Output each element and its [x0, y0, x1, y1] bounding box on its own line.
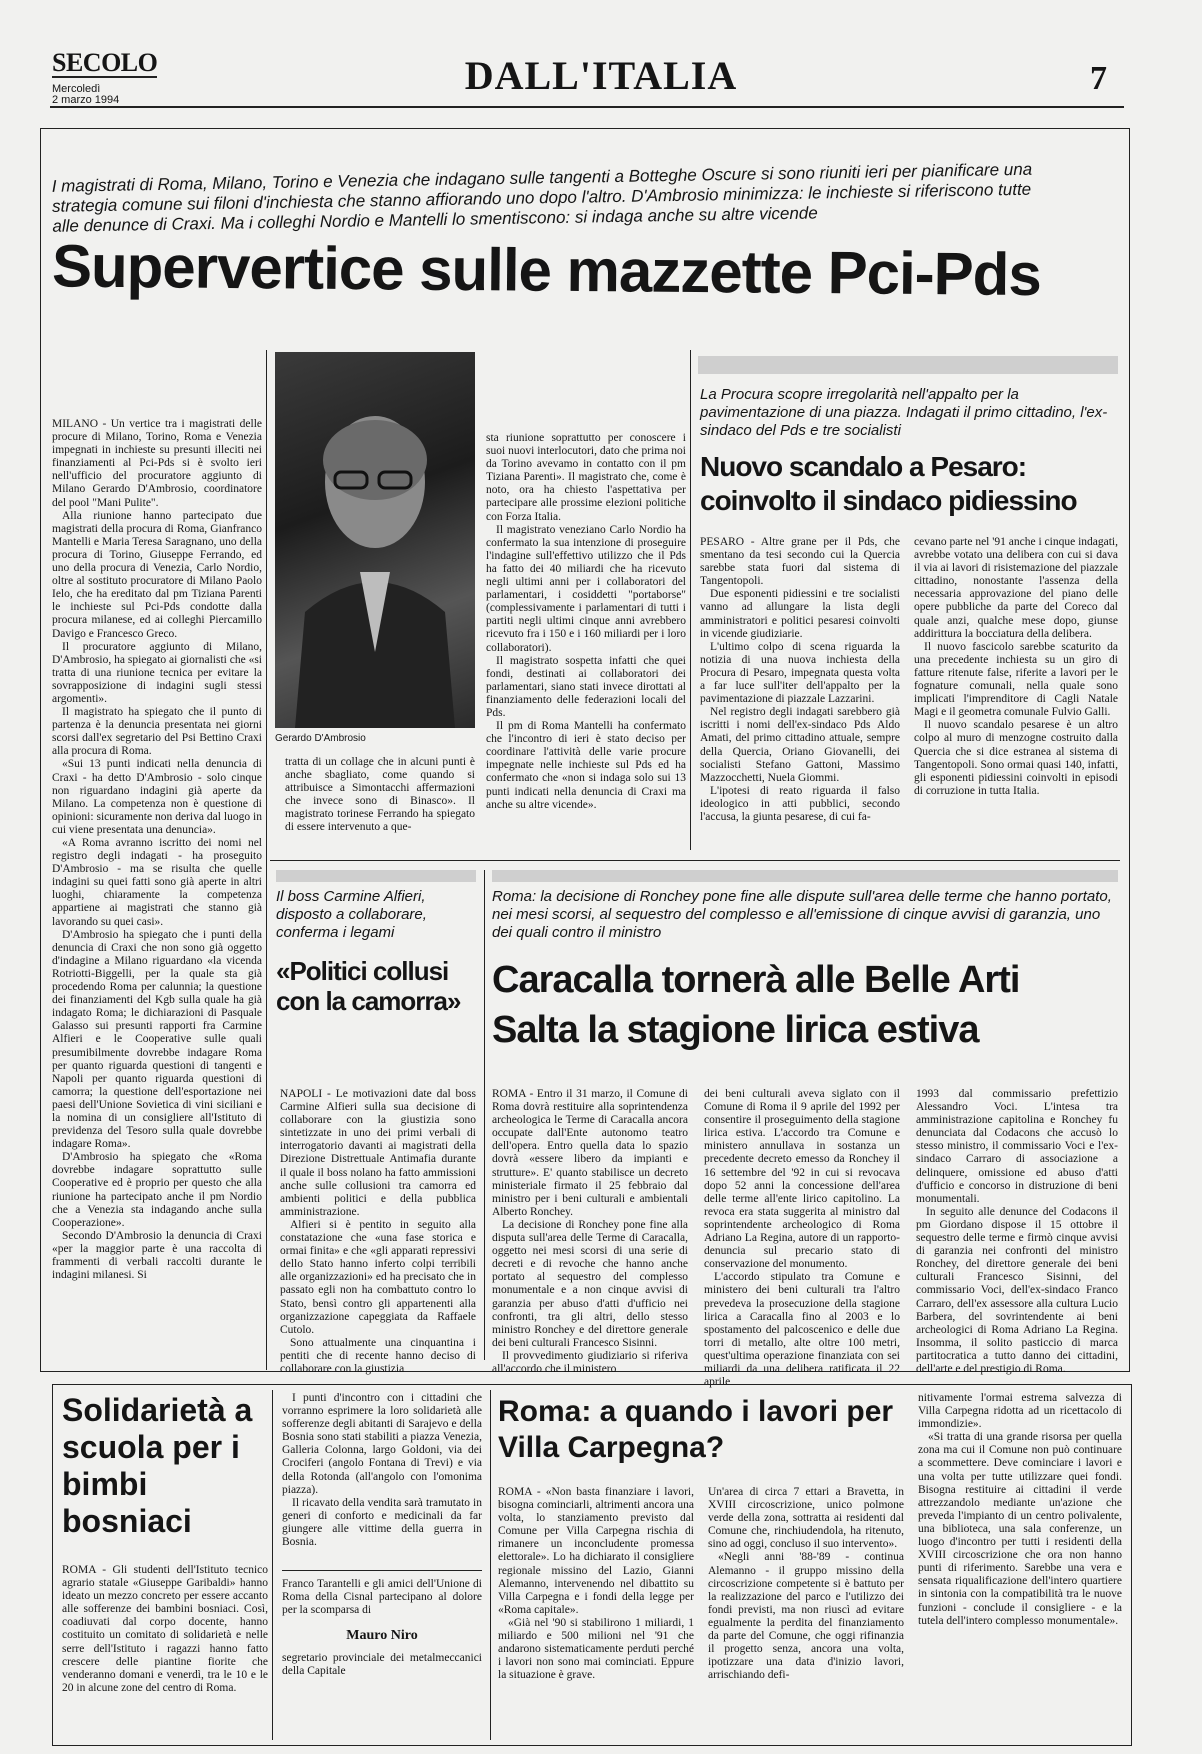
lead-column-3 [486, 432, 686, 840]
photo-caption: Gerardo D'Ambrosio [275, 733, 366, 744]
solidarieta-column-1 [62, 1564, 268, 1740]
paragraph: sta riunione soprattutto per conoscere i suoi nuovi interlocutori, dato che prima noi da Torino avevamo in contatto con il pm Tiziana Parenti». Il magistrato che, come è noto, ora ha chiesto l'aspettativa per partecipare alle prossime elezioni politiche con Forza Italia. [486, 432, 686, 523]
paragraph: «A Roma avranno iscritto dei nomi nel registro degli indagati - ha proseguito D'Ambrosio - ma se risulta che quelle indagini su quei fatti sono già aperte in altri luoghi, chiaramente la competenza appartiene ai magistrati che stanno già lavorando su quei casi». [52, 837, 262, 928]
column-rule [690, 350, 691, 850]
paragraph: «Si tratta di una grande risorsa per quella zona ma cui il Comune non può continuare a scommettere. Deve cominciare i lavori e una volta per tutte utilizzare quei fondi. Bisogna restituire ai cittadini il verde attrezzandolo mediante un'azione che preveda l'impianto di un centro polivalente, una biblioteca, una sala conferenze, un luogo d'incontro per tutti i residenti della XVIII circoscrizione che ora non hanno punti di riferimento. Sarebbe una vera e sensata riqualificazione dell'intero quartiere in sintonia con la compatibilità tra le nuove funzioni - conclude il consigliere - e la tutela dell'intero complesso monumentale». [918, 1431, 1122, 1627]
carpegna-headline: Roma: a quando i lavori per Villa Carpegna? [498, 1395, 894, 1464]
section-rule [270, 860, 1120, 861]
paragraph: La decisione di Ronchey pone fine alla disputa sull'area delle Terme di Caracalla, oggetto nei mesi scorsi di una serie di decreti e di revoche che hanno anche portato al sequestro del complesso monumentale e a non cinque avvisi di garanzia per abuso d'atti d'ufficio nei confronti, tra gli altri, dello stesso ministro Ronchey e del direttore generale dei beni culturali Francesco Sisinni. [492, 1218, 688, 1349]
column-rule [490, 1390, 491, 1740]
alfieri-column [280, 1088, 476, 1375]
paragraph: «Negli anni '88-'89 - continua Alemanno - il gruppo missino della circoscrizione competente si è battuto per la realizzazione del parco e l'utilizzo dei fondi previsti, ma non riuscì ad evitare egualmente la perdita del finanziamento da parte del Comune, che oggi rifinanzia il progetto senza, ancora una volta, ipotizzare una data d'inizio lavori, arrischiando defi- [708, 1551, 904, 1682]
section-title: DALL'ITALIA [464, 53, 738, 98]
column-rule [266, 350, 267, 1370]
column-rule [484, 870, 485, 1360]
lead-column-1 [52, 418, 262, 1374]
death-notice-role-text: segretario provinciale dei metalmeccanici della Capitale [282, 1652, 482, 1678]
paragraph: «Già nel '90 si stabilirono 1 miliardi, 1 miliardo e 500 milioni nel '91 che andarono sistematicamente perduti perché i lavori non sono mai cominciati. Eppure la situazione è grave. [498, 1616, 694, 1682]
paragraph: D'Ambrosio ha spiegato che «Roma dovrebbe indagare soprattutto sulle Cooperative ed è proprio per questo che alla riunione ha partecipato anche il pm Nordio che a Venezia sta indagando anche sulla Cooperazione». [52, 1151, 262, 1229]
masthead-weekday: Mercoledì [52, 83, 101, 95]
column-rule [272, 1390, 273, 1740]
masthead-rule [50, 106, 1124, 108]
caracalla-column-2 [704, 1088, 900, 1389]
caracalla-headline-1: Caracalla tornerà alle Belle Arti [492, 959, 1020, 1001]
paragraph: Alfieri si è pentito in seguito alla constatazione che «una fase storica e ormai finita» e che «gli apparati repressivi dello Stato hanno inferto colpi terribili alle organizzazioni» ed ha precisato che in passato egli non ha combattuto contro lo Stato, bensì contro gli appartenenti alla organizzazione capeggiata da Raffaele Cutolo. [280, 1218, 476, 1336]
paragraph: 1993 dal commissario prefettizio Alessandro Voci. L'intesa tra amministrazione capitolina e Ronchey fu denunciata dal Codacons che accusò lo stesso ministro, il commissario Voci e l'ex-sindaco Carraro di associazione a delinquere, omissione ed abuso d'atti d'ufficio e concorso in distruzione di beni monumentali. [916, 1088, 1118, 1205]
paragraph: «Sui 13 punti indicati nella denuncia di Craxi - ha detto D'Ambrosio - solo cinque non riguardano indagini già aperte da Milano. La competenza non è questione di opinioni: sicuramente non deriva dal luogo in cui viene presentata una denuncia». [52, 758, 262, 836]
paragraph: cevano parte nel '91 anche i cinque indagati, avrebbe votato una delibera con cui si dava il via ai lavori di risistemazione del piazzale cittadino, nonostante l'assenza della necessaria approvazione del piano delle opere pubbliche da parte del Coreco dal quale anzi, qualche mese dopo, giunse addirittura la bocciatura della delibera. [914, 536, 1118, 640]
paragraph: L'ipotesi di reato riguarda il falso ideologico in atti pubblici, secondo l'accusa, la giunta pesarese, di cui fa- [700, 784, 900, 823]
paragraph: In seguito alle denunce del Codacons il pm Giordano dispose il 15 ottobre il sequestro delle terme e firmò cinque avvisi di garanzia nei confronti del ministro Ronchey, del direttore generale dei beni culturali Francesco Sisinni, del commissario Voci, dell'ex-sindaco Franco Carraro, dell'ex assessore alla cultura Lucio Barbera, del sovrintendente ai beni archeologici di Roma Adriano La Regina. Insomma, il solito pasticcio di marca partitocratica a tutto danno dei cittadini, dell'arte e del prestigio di Roma. [916, 1205, 1118, 1375]
lead-headline: Supervertice sulle mazzette Pci-Pds [51, 232, 1042, 309]
pesaro-column-1 [700, 536, 900, 838]
paragraph: L'ultimo colpo di scena riguarda la notizia di una nuova inchiesta della Procura di Pesaro, impegnata questa volta a far luce sull'iter dell'appalto per la pavimentazione di piazzale Lazzarini. [700, 640, 900, 706]
pesaro-headline: Nuovo scandalo a Pesaro: coinvolto il sindaco pidiessino [700, 451, 1077, 516]
death-notice-text: Franco Tarantelli e gli amici dell'Unione di Roma della Cisnal partecipano al dolore per la scomparsa di [282, 1578, 482, 1617]
carpegna-column-3 [918, 1392, 1122, 1740]
paragraph: nitivamente l'ormai estrema salvezza di Villa Carpegna ridotta ad un ricettacolo di immondizie». [918, 1392, 1122, 1431]
caracalla-kicker: Roma: la decisione di Ronchey pone fine alle dispute sull'area delle terme che hanno portato, nei mesi scorsi, al sequestro del complesso e all'emissione di cinque avvisi di garanzia, uno dei quali contro il ministro [492, 888, 1112, 941]
paragraph: tratta di un collage che in alcuni punti è anche sbagliato, come quando si attribuisce a Simontacchi affermazioni che invece sono di Binasco». Il magistrato torinese Ferrando ha spiegato di essere intervenuto a que- [285, 756, 475, 834]
paragraph: Nel registro degli indagati sarebbero già iscritti i nomi dell'ex-sindaco Pds Aldo Amati, del primo cittadino attuale, sempre della Quercia, Oriano Giovanelli, dei socialisti Stefano Gattoni, Massimo Mazzocchetti, Nuela Giommi. [700, 706, 900, 784]
caracalla-headline-2: Salta la stagione lirica estiva [492, 1009, 979, 1051]
portrait-illustration [275, 352, 475, 728]
pesaro-column-2 [914, 536, 1118, 838]
paragraph: Alla riunione hanno partecipato due magistrati della procura di Roma, Gianfranco Mantelli e Maria Teresa Saragnano, uno della procura di Torino, Giuseppe Ferrando, ed uno della procura di Venezia, Carlo Nordio, oltre al sostituto procuratore di Milano Paolo Ielo, che ha ereditato dal pm Tiziana Parenti le inchieste sul Pci-Pds condotte dalla procura milanese, ed ai colleghi Piercamillo Davigo e Francesco Greco. [52, 509, 262, 640]
paragraph: ROMA - Gli studenti dell'Istituto tecnico agrario statale «Giuseppe Garibaldi» hanno ideato un mezzo concreto per essere accanto alle sofferenze dei bambini bosniaci. Così, coadiuvati dal corpo docente, hanno costituito un comitato di solidarietà e nelle serre dell'Istituto i ragazzi hanno fatto crescere delle piantine fiorite che venderanno domani e venerdì, tra le 10 e le 20 in alcune zone del centro di Roma. [62, 1564, 268, 1694]
death-notice [282, 1578, 482, 1622]
paragraph: ROMA - Entro il 31 marzo, il Comune di Roma dovrà restituire alla soprintendenza archeologica le Terme di Caracalla ancora occupate dall'Ente autonomo teatro dell'opera. Entro quella data lo spazio dovrà «essere libero da impianti e strutture». E' quanto stabilisce un decreto ministeriale firmato il 25 febbraio dal ministro per i beni culturali e ambientali Alberto Ronchey. [492, 1088, 688, 1218]
paragraph: PESARO - Altre grane per il Pds, che smentano da tesi secondo cui la Quercia sarebbe stata fuori dal sistema di Tangentopoli. [700, 536, 900, 588]
death-notice-role [282, 1652, 482, 1682]
paragraph: Il procuratore aggiunto di Milano, D'Ambrosio, ha spiegato ai giornalisti che «si tratta di una riunione tecnica per evitare la sovrapposizione di indagini sugli stessi argomenti». [52, 640, 262, 705]
masthead-date: 2 marzo 1994 [52, 94, 120, 106]
paragraph: ROMA - «Non basta finanziare i lavori, bisogna cominciarli, altrimenti ancora una volta, lo stanziamento previsto dal Comune per Villa Carpegna rischia di rimanere un inconcludente promessa elettorale». Lo ha dichiarato il consigliere regionale missino del Lazio, Gianni Alemanno, intervenendo nel dibattito su Villa Carpegna e i fondi della legge per «Roma capitale». [498, 1486, 694, 1616]
paragraph: Due esponenti pidiessini e tre socialisti vanno ad allungare la lista degli amministratori e politici pesaresi coinvolti in vicende giudiziarie. [700, 588, 900, 640]
paragraph: Il nuovo fascicolo sarebbe scaturito da una precedente inchiesta su un giro di fatture ritenute false, riferite a lavori per le fognature comunali, nella quale sono implicati l'imprenditore di Cagli Natale Magi e il geometra comunale Fulvio Galli. [914, 640, 1118, 719]
paragraph: dei beni culturali aveva siglato con il Comune di Roma il 9 aprile del 1992 per consentire il proseguimento della stagione lirica estiva. L'accordo tra Comune e ministero annullava in sostanza un precedente decreto emesso da Ronchey il 16 settembre del '92 in cui si revocava dopo 52 anni la concessione dell'area delle terme all'ente lirico capitolino. La revoca era stata suggerita al ministro dal soprintendente archeologico di Roma Adriano La Regina, autore di un rapporto-denuncia sul precario stato di conservazione del monumento. [704, 1088, 900, 1271]
solidarieta-column-2 [282, 1392, 482, 1564]
paragraph: Il pm di Roma Mantelli ha confermato che l'incontro di ieri è stato deciso per coordinare l'attività delle varie procure impegnate nelle inchieste sul Pds ed ha confermato che «non si indaga solo sui 13 punti indicati nella denuncia di Craxi ma anche su altre vicende». [486, 720, 686, 811]
caracalla-bar [492, 870, 1118, 882]
lead-kicker: I magistrati di Roma, Milano, Torino e Venezia che indagano sulle tangenti a Botteghe Oscure si sono riuniti ieri per pianificare una strategia comune sui filoni d'inchiesta che stanno affiorando uno dopo l'altro. D'Ambrosio minimizza: le inchieste si riferiscono tutte alle denunce di Craxi. Ma i colleghi Nordio e Mantelli lo smentiscono: si indaga anche su altre vicende [51, 159, 1033, 236]
paragraph: Il provvedimento giudiziario si riferiva all'accordo che il ministero [492, 1349, 688, 1375]
solidarieta-headline: Solidarietà a scuola per i bimbi bosniaci [62, 1392, 253, 1539]
alfieri-bar [276, 870, 476, 882]
paragraph: MILANO - Un vertice tra i magistrati delle procure di Milano, Torino, Roma e Venezia impegnati in inchieste su presunti illeciti nei finanziamenti al Pci-Pds si è svolto ieri nell'ufficio del procuratore aggiunto di Milano Gerardo D'Ambrosio, coordinatore del pool "Mani Pulite". [52, 418, 262, 509]
paragraph: Il nuovo scandalo pesarese è un altro colpo al muro di menzogne costruito dalla Quercia che si dice estranea al sistema di Tangentopoli. Sono ormai quasi 140, infatti, gli esponenti pidiessini coinvolti in episodi di corruzione in tutta Italia. [914, 719, 1118, 797]
masthead-logo: SECOLO [52, 48, 158, 77]
paragraph: NAPOLI - Le motivazioni date dal boss Carmine Alfieri sulla sua decisione di collaborare con la giustizia sono sintetizzate in uno dei primi verbali di interrogatorio davanti ai magistrati della Direzione Distrettuale Antimafia durante il quale il boss nolano ha fatto ammissioni anche sulle collusioni tra camorra ed ambienti politici e della pubblica amministrazione. [280, 1088, 476, 1218]
caracalla-column-3 [916, 1088, 1118, 1375]
page-number: 7 [1090, 60, 1107, 97]
paragraph: L'accordo stipulato tra Comune e ministero dei beni culturali tra l'altro prevedeva la prosecuzione della stagione lirica a Caracalla fino al 2003 e lo spostamento del palcoscenico e delle due torri di metallo, alte oltre 100 metri, quest'ultima operazione finanziata con sei miliardi da una delibera ratificata il 22 aprile [704, 1271, 900, 1389]
paragraph: I punti d'incontro con i cittadini che vorranno esprimere la loro solidarietà alle sofferenze degli abitanti di Sarajevo e della Bosnia sono stati stabiliti a piazza Venezia, Galleria Colonna, largo Goldoni, via dei Crociferi (angolo Fontana di Trevi) e via della Rotonda (all'angolo con l'omonima piazza). [282, 1392, 482, 1496]
pesaro-bar [698, 356, 1118, 374]
paragraph: Sono attualmente una cinquantina i pentiti che di recente hanno deciso di collaborare con la giustizia [280, 1336, 476, 1375]
alfieri-headline: «Politici collusi con la camorra» [276, 956, 461, 1016]
paragraph: D'Ambrosio ha spiegato che i punti della denuncia di Craxi che non sono già oggetto d'indagine a Milano riguardano «la vicenda Rotriotti-Biggelli, per la quale sta già procedendo Roma per calunnia; la questione dei finanziamenti del Kgb sulla quale ha già indagato Roma; le dichiarazioni di Pasquale Galasso sui presunti rapporti fra Carmine Alfieri e le Cooperative sulle quali presumibilmente dovrebbe indagare Roma per quanto riguarda questioni di tangenti e Napoli per quanto riguarda questioni di camorra; la questione dell'esportazione nei paesi dell'Unione Sovietica di vini siciliani e la nomina di un consigliere all'Istituto di previdenza del Tesoro sulla quale dovrebbe indagare Roma». [52, 928, 262, 1151]
death-notice-name: Mauro Niro [346, 1628, 418, 1643]
paragraph: Il magistrato ha spiegato che il punto di partenza è la denuncia presentata nei giorni scorsi dall'ex segretario del Psi Bettino Craxi alla procura di Roma. [52, 706, 262, 758]
lead-column-2 [285, 756, 475, 836]
carpegna-column-1 [498, 1486, 694, 1740]
paragraph: Un'area di circa 7 ettari a Bravetta, in XVIII circoscrizione, unico polmone verde della zona, sottratta ai residenti dal Comune che, rinchiudendola, ha ritenuto, sino ad oggi, concluso il suo intervento». [708, 1486, 904, 1551]
notice-rule [282, 1570, 482, 1571]
photo-gerardo-dambrosio [275, 352, 475, 728]
pesaro-kicker: La Procura scopre irregolarità nell'appalto per la pavimentazione di una piazza. Indagati il primo cittadino, l'ex-sindaco del Pds e tre socialisti [700, 386, 1108, 439]
paragraph: Il magistrato veneziano Carlo Nordio ha confermato la sua intenzione di proseguire l'indagine sull'effettivo utilizzo che il Pds ha fatto dei 40 miliardi che ha ricevuto negli ultimi anni per i collaboratori del parlamentari, i cosiddetti "portaborse" (complessivamente i parlamentari di tutti i partiti negli ultimi cinque anni avrebbero ricevuto fra i 150 e i 160 miliardi per i loro collaboratori). [486, 523, 686, 654]
paragraph: Il ricavato della vendita sarà tramutato in generi di conforto e medicinali da far giungere alle vittime della guerra in Bosnia. [282, 1496, 482, 1549]
carpegna-column-2 [708, 1486, 904, 1740]
caracalla-column-1 [492, 1088, 688, 1375]
paragraph: Secondo D'Ambrosio la denuncia di Craxi «per la maggior parte è una raccolta di frammenti di verbali raccolti durante le indagini milanesi. Si [52, 1229, 262, 1282]
paragraph: Il magistrato sospetta infatti che quei fondi, destinati ai collaboratori dei parlamentari, siano stati invece dirottati al finanziamento delle federazioni locali del Pds. [486, 654, 686, 719]
alfieri-kicker: Il boss Carmine Alfieri, disposto a collaborare, conferma i legami [276, 888, 427, 941]
